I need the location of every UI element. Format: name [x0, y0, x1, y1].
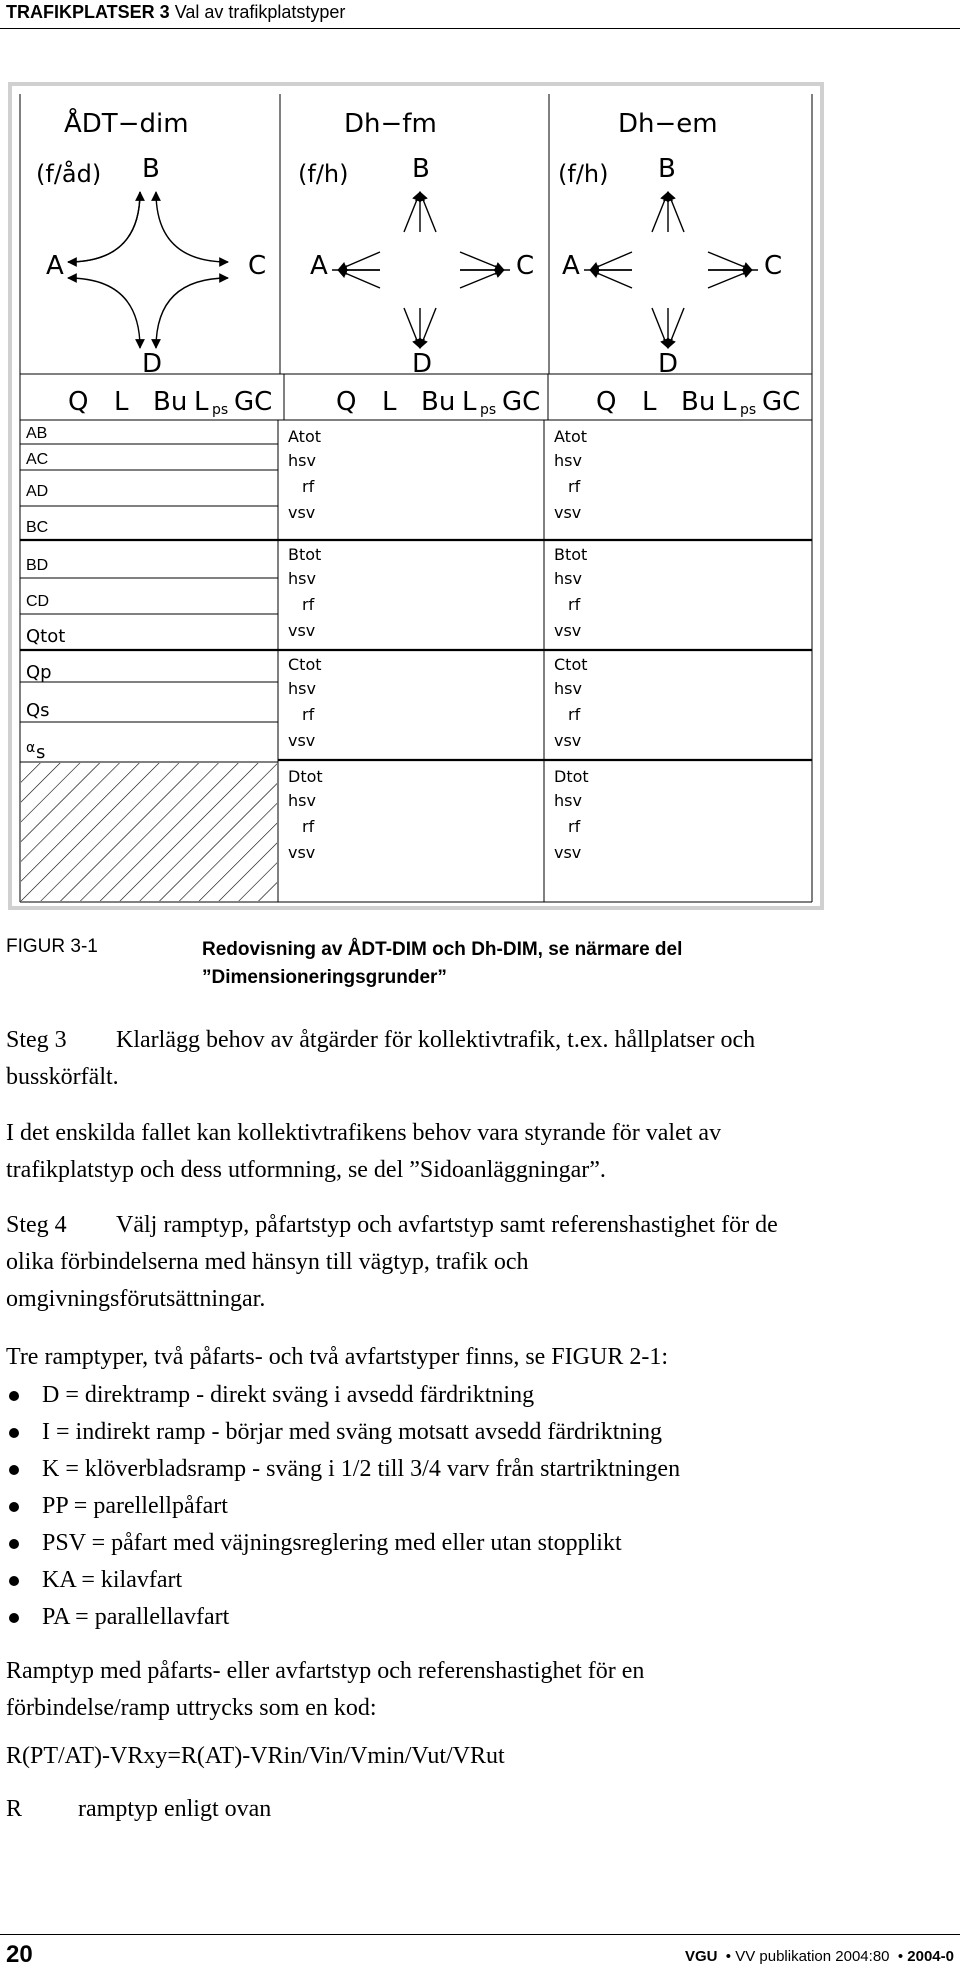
footer-brand: VGU [684, 1948, 718, 1965]
svg-text:Dtot: Dtot [554, 767, 589, 786]
col-lps-2: L [462, 387, 477, 417]
list-item: I = indirekt ramp - börjar med sväng motsatt avsedd färdriktning [6, 1414, 680, 1451]
svg-text:rf: rf [568, 477, 581, 496]
list-item: K = klöverbladsramp - sväng i 1/2 till 3/4 varv från startriktningen [6, 1451, 680, 1488]
svg-text:AD: AD [26, 483, 49, 500]
svg-text:Ctot: Ctot [288, 655, 322, 674]
caption-line-2: ”Dimensioneringsgrunder” [202, 967, 447, 988]
node-d-1: D [142, 349, 163, 379]
running-header [6, 2, 345, 23]
node-a-3: A [562, 251, 580, 281]
col-ps-1: ps [212, 402, 229, 418]
steg3-paragraph [6, 1022, 906, 1096]
header-title: Val av trafikplatstyper [174, 2, 346, 22]
list-item: PA = parallellavfart [6, 1599, 680, 1636]
code-intro-line-1: Ramptyp med påfarts- eller avfartstyp och referenshastighet för en [6, 1658, 645, 1684]
block-title-adt: ÅDT−dim [64, 109, 189, 139]
col-gc-3: GC [762, 387, 801, 417]
svg-text:s: s [36, 742, 46, 763]
node-a-2: A [310, 251, 328, 281]
r-text: ramptyp enligt ovan [78, 1796, 272, 1822]
figure-caption-label: FIGUR 3-1 [6, 936, 98, 957]
node-c-2: C [516, 251, 535, 281]
ramp-type-list [6, 1377, 680, 1636]
svg-text:vsv: vsv [288, 843, 316, 862]
col-gc-1: GC [234, 387, 273, 417]
node-b-3: B [658, 154, 676, 184]
steg3-text-2: busskörfält. [6, 1064, 119, 1090]
col-l-3: L [642, 387, 657, 417]
svg-text:rf: rf [568, 705, 581, 724]
steg3-label: Steg 3 [6, 1027, 67, 1053]
svg-text:rf: rf [302, 705, 315, 724]
svg-text:hsv: hsv [288, 451, 316, 470]
svg-text:Qtot: Qtot [26, 626, 66, 647]
svg-text:AC: AC [26, 451, 49, 468]
para1-line-1: I det enskilda fallet kan kollektivtrafikens behov vara styrande för valet av [6, 1120, 722, 1146]
node-c-1: C [248, 251, 267, 281]
figure-caption-text [202, 936, 682, 992]
ramptyper-intro: Tre ramptyper, två påfarts- och två avfartstyper finns, se FIGUR 2-1: [6, 1344, 668, 1370]
code-intro [6, 1653, 906, 1727]
hatched-area [21, 763, 277, 901]
col-l-1: L [114, 387, 129, 417]
node-a-1: A [46, 251, 64, 281]
col-q-3: Q [596, 387, 617, 417]
steg3-text: Klarlägg behov av åtgärder för kollektivtrafik, t.ex. hållplatser och [116, 1027, 756, 1053]
steg4-paragraph [6, 1207, 906, 1318]
svg-text:vsv: vsv [554, 621, 582, 640]
footer-rule [0, 1934, 960, 1935]
col-l-2: L [382, 387, 397, 417]
col-gc-2: GC [502, 387, 541, 417]
steg4-label: Steg 4 [6, 1212, 67, 1238]
col-bu-2: Bu [421, 387, 456, 417]
svg-text:hsv: hsv [554, 451, 582, 470]
svg-text:vsv: vsv [288, 503, 316, 522]
block-title-dhem: Dh−em [618, 109, 718, 139]
col-ps-2: ps [480, 402, 497, 418]
footer-publication: VGU • VV publikation 2004:80 • 2004-0 [684, 1948, 954, 1965]
ramp-code: R(PT/AT)-VRxy=R(AT)-VRin/Vin/Vmin/Vut/VRut [6, 1743, 505, 1769]
header-rule [0, 28, 960, 29]
svg-text:hsv: hsv [554, 791, 582, 810]
svg-text:rf: rf [302, 477, 315, 496]
block-unit-dhem: (f/h) [558, 160, 609, 188]
svg-text:rf: rf [302, 595, 315, 614]
footer-publication-text: VV publikation 2004:80 [735, 1948, 890, 1965]
col-lps-1: L [194, 387, 209, 417]
r-label: R [6, 1796, 23, 1822]
block-unit-dhfm: (f/h) [298, 160, 349, 188]
steg4-line-2: olika förbindelserna med hänsyn till vägtyp, trafik och [6, 1249, 529, 1275]
figure-3-1 [8, 82, 824, 910]
block-title-dhfm: Dh−fm [344, 109, 437, 139]
col-ps-3: ps [740, 402, 757, 418]
svg-text:vsv: vsv [554, 503, 582, 522]
svg-text:Qp: Qp [26, 662, 52, 683]
svg-text:Ctot: Ctot [554, 655, 588, 674]
svg-text:α: α [26, 740, 36, 756]
svg-text:rf: rf [568, 595, 581, 614]
svg-text:vsv: vsv [554, 731, 582, 750]
caption-line-1: Redovisning av ÅDT-DIM och Dh-DIM, se närmare del [202, 939, 683, 960]
svg-text:hsv: hsv [554, 569, 582, 588]
svg-text:Btot: Btot [554, 545, 588, 564]
col-lps-3: L [722, 387, 737, 417]
svg-text:vsv: vsv [554, 843, 582, 862]
svg-text:Atot: Atot [554, 427, 587, 446]
svg-text:vsv: vsv [288, 621, 316, 640]
svg-text:CD: CD [26, 593, 50, 610]
node-d-2: D [412, 349, 433, 379]
figure-drawing [8, 82, 824, 910]
svg-text:hsv: hsv [554, 679, 582, 698]
col-bu-1: Bu [153, 387, 188, 417]
list-item: PP = parellellpåfart [6, 1488, 680, 1525]
block-unit-adt: (f/åd) [36, 160, 102, 188]
svg-text:Dtot: Dtot [288, 767, 323, 786]
footer-edition: 2004-0 [907, 1948, 954, 1965]
svg-text:rf: rf [568, 817, 581, 836]
r-definition [6, 1796, 271, 1823]
steg4-text: Välj ramptyp, påfartstyp och avfartstyp samt referenshastighet för de [116, 1212, 778, 1238]
list-item: KA = kilavfart [6, 1562, 680, 1599]
svg-text:Btot: Btot [288, 545, 322, 564]
svg-text:hsv: hsv [288, 679, 316, 698]
paragraph-kollektivtrafik [6, 1115, 906, 1189]
node-c-3: C [764, 251, 783, 281]
page-number: 20 [6, 1941, 33, 1968]
col-bu-3: Bu [681, 387, 716, 417]
svg-text:AB: AB [26, 425, 48, 442]
svg-text:Qs: Qs [26, 700, 50, 721]
node-b-1: B [142, 154, 160, 184]
svg-text:BD: BD [26, 557, 49, 574]
col-q-2: Q [336, 387, 357, 417]
para1-line-2: trafikplatstyp och dess utformning, se del ”Sidoanläggningar”. [6, 1157, 606, 1183]
steg4-line-3: omgivningsförutsättningar. [6, 1286, 266, 1312]
column-headers [68, 387, 800, 418]
svg-text:Atot: Atot [288, 427, 321, 446]
svg-text:rf: rf [302, 817, 315, 836]
svg-text:hsv: hsv [288, 569, 316, 588]
list-item: D = direktramp - direkt sväng i avsedd färdriktning [6, 1377, 680, 1414]
svg-text:vsv: vsv [288, 731, 316, 750]
code-intro-line-2: förbindelse/ramp uttrycks som en kod: [6, 1695, 377, 1721]
header-section: TRAFIKPLATSER 3 [6, 2, 170, 22]
svg-text:hsv: hsv [288, 791, 316, 810]
list-item: PSV = påfart med väjningsreglering med eller utan stopplikt [6, 1525, 680, 1562]
node-b-2: B [412, 154, 430, 184]
svg-text:BC: BC [26, 519, 49, 536]
col-q-1: Q [68, 387, 89, 417]
node-d-3: D [658, 349, 679, 379]
